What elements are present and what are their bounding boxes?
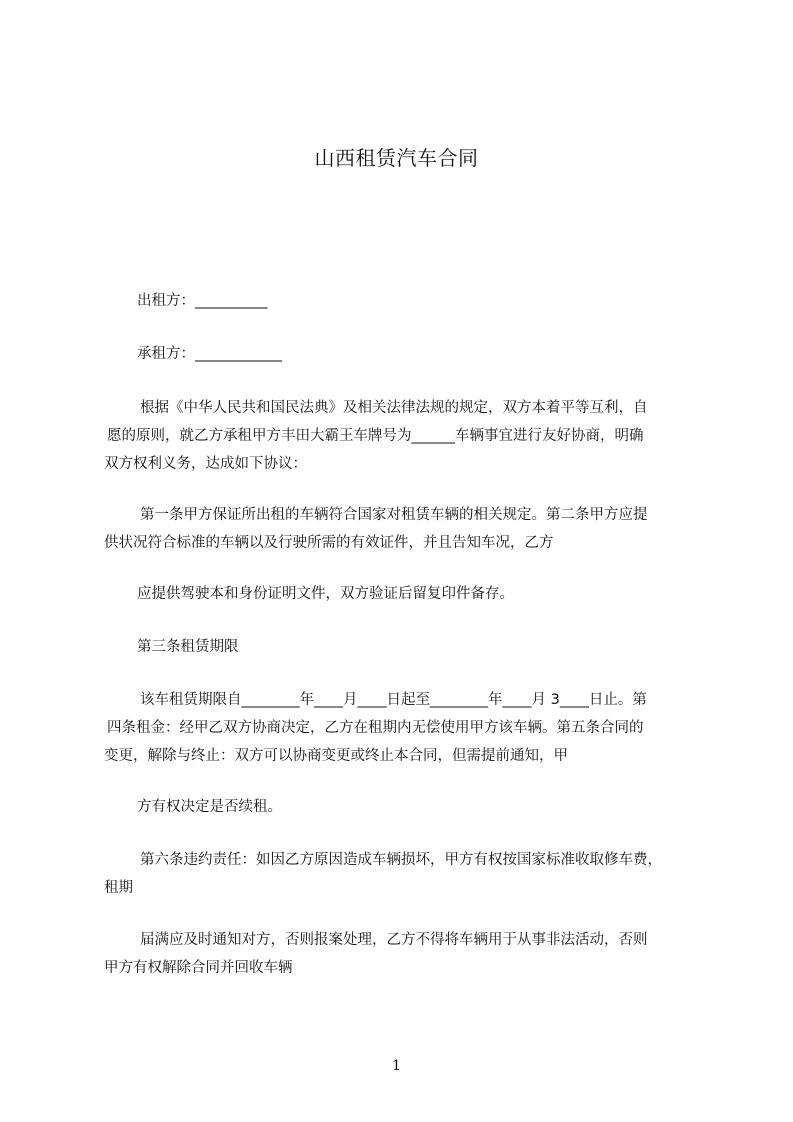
document-title: 山西租赁汽车合同	[314, 146, 479, 170]
preamble-line-3: 双方权利义务，达成如下协议：	[104, 456, 307, 472]
article-3-heading: 第三条租赁期限	[137, 639, 239, 655]
article-4-line: 四条租金：经甲乙双方协商决定，乙方在租期内无偿使用甲方该车辆。第五条合同的	[107, 720, 644, 736]
article-6-continuation-line-2: 甲方有权解除合同并回收车辆	[104, 960, 293, 976]
preamble-line-2: 愿的原则，就乙方承租甲方丰田大霸王车牌号为______车辆事宜进行友好协商，明确	[107, 428, 644, 444]
article-3-line-1: 该车租赁期限自________年____月____日起至________年____月 3____日止。第	[140, 692, 647, 708]
article-6-continuation-line-1: 届满应及时通知对方，否则报案处理，乙方不得将车辆用于从事非法活动，否则	[140, 932, 648, 948]
page-number: 1	[392, 1058, 401, 1074]
article-5-line: 变更，解除与终止：双方可以协商变更或终止本合同，但需提前通知，甲	[104, 748, 568, 764]
article-1-line-2: 供状况符合标准的车辆以及行驶所需的有效证件，并且告知车况，乙方	[104, 535, 554, 551]
lessor-line: 出租方：__________	[137, 293, 268, 309]
article-6-line-2: 租期	[104, 880, 133, 896]
lessee-line: 承租方：____________	[137, 346, 282, 362]
article-5-continuation: 方有权决定是否续租。	[137, 799, 282, 815]
article-1-line-1: 第一条甲方保证所出租的车辆符合国家对租赁车辆的相关规定。第二条甲方应提	[140, 507, 648, 523]
article-6-line-1: 第六条违约责任：如因乙方原因造成车辆损坏，甲方有权按国家标准收取修车费，	[140, 852, 662, 868]
preamble-line-1: 根据《中华人民共和国民法典》及相关法律法规的规定，双方本着平等互利，自	[140, 400, 648, 416]
article-2-continuation: 应提供驾驶本和身份证明文件，双方验证后留复印件备存。	[137, 586, 514, 602]
